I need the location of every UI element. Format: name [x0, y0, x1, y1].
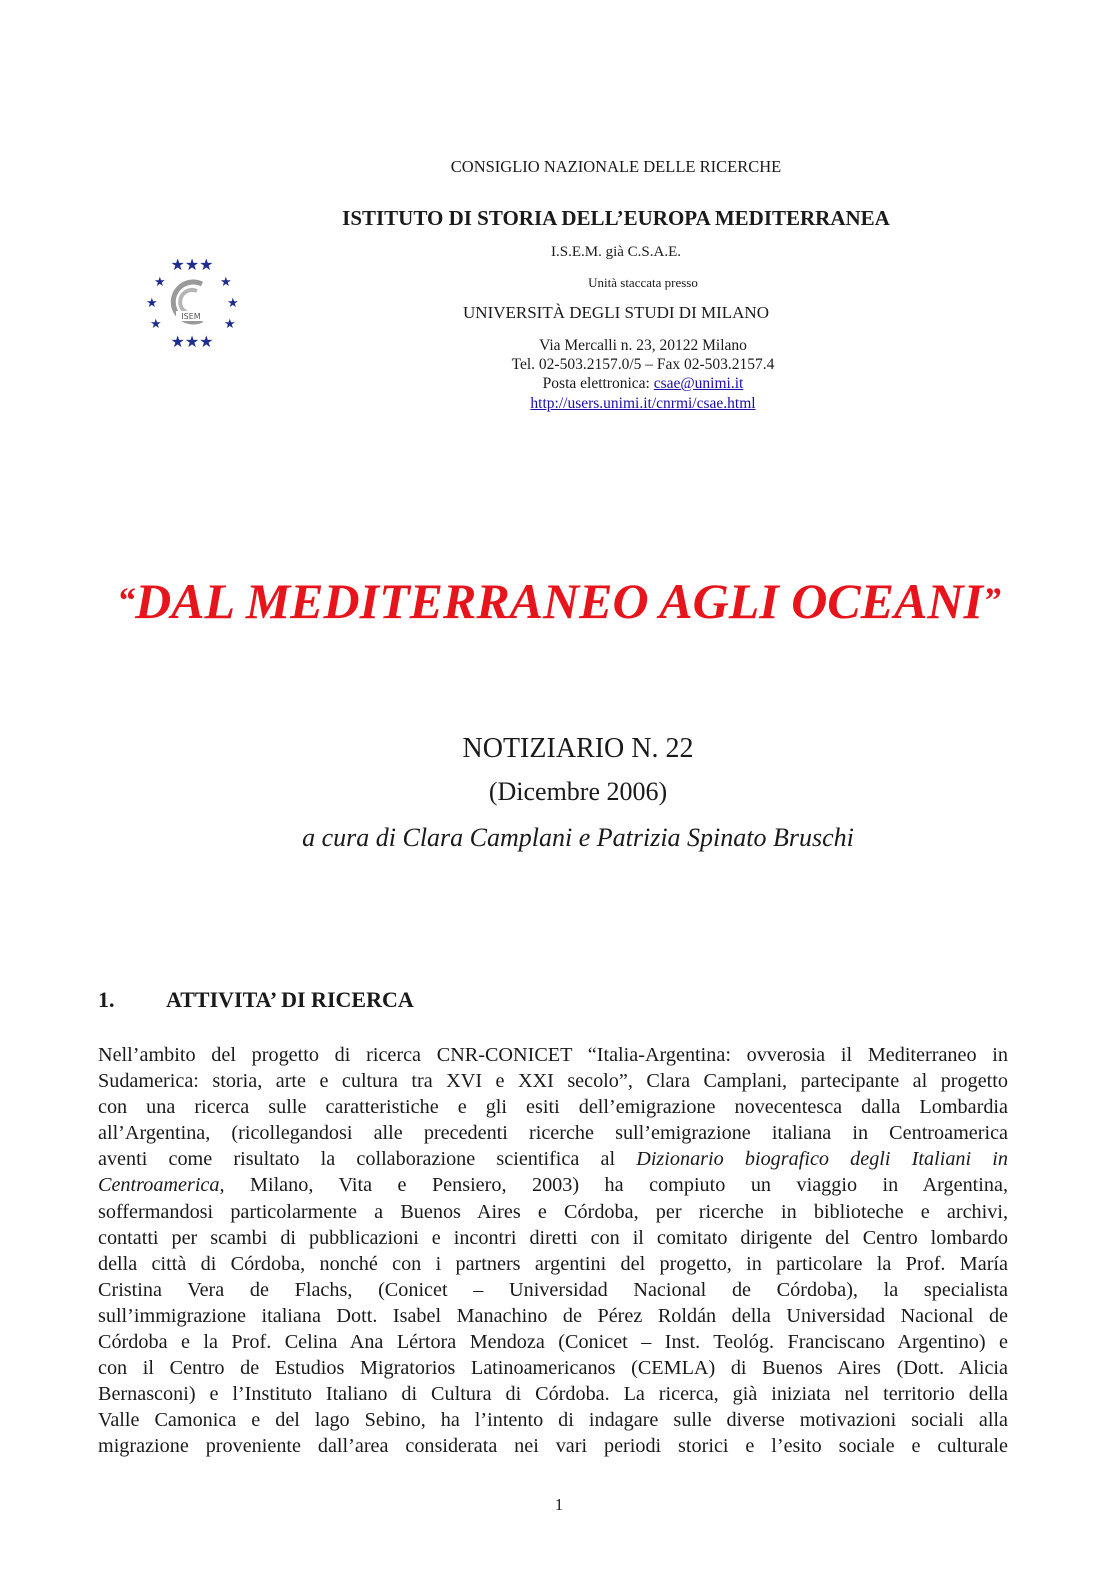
institute-name: ISTITUTO DI STORIA DELL’EUROPA MEDITERRANEA [342, 206, 890, 230]
email-label: Posta elettronica: [542, 375, 654, 392]
body-line [98, 1381, 1008, 1407]
svg-text:★: ★ [220, 275, 232, 290]
svg-text:★: ★ [150, 317, 162, 332]
body-text: Bernasconi) e l’Instituto Italiano di Cultura di Córdoba. La ricerca, già iniziata nel territorio della [98, 1383, 1008, 1406]
body-line [98, 1251, 1008, 1277]
body-text: , Milano, Vita e Pensiero, 2003) ha compiuto un viaggio in Argentina, [219, 1174, 1008, 1197]
section-heading [98, 987, 414, 1013]
body-text: aventi come risultato la collaborazione scientifica al [98, 1148, 637, 1171]
body-text: Córdoba e la Prof. Celina Ana Lértora Mendoza (Conicet – Inst. Teológ. Franciscano Argentino) e [98, 1331, 1008, 1354]
institute-acronym: I.S.E.M. già C.S.A.E. [550, 244, 682, 260]
email-line [543, 375, 744, 393]
body-text: Cristina Vera de Flachs, (Conicet – Universidad Nacional de Córdoba), la specialista [98, 1278, 1008, 1301]
body-line [98, 1225, 1008, 1251]
body-text: della città di Córdoba, nonché con i partners argentini del progetto, in particolare la Prof. María [98, 1252, 1008, 1275]
cnr-mark-icon [173, 282, 206, 322]
page-number: 1 [554, 1495, 564, 1514]
body-line [98, 1355, 1008, 1381]
svg-text:★★★: ★★★ [170, 255, 214, 274]
body-italic-text: Dizionario biografico degli Italiani in [636, 1148, 1008, 1171]
body-text: con il Centro de Estudios Migratorios Latinoamericanos (CEMLA) di Buenos Aires (Dott. Alicia [98, 1357, 1008, 1380]
body-text: Nell’ambito del progetto di ricerca CNR-CONICET “Italia-Argentina: ovverosia il Mediterraneo in [98, 1044, 1008, 1066]
newsletter-editors: a cura di Clara Camplani e Patrizia Spinato Bruschi [302, 823, 854, 852]
body-text: Sudamerica: storia, arte e cultura tra XVI e XXI secolo”, Clara Camplani, partecipante al progetto [98, 1070, 1008, 1093]
body-text: soffermandosi particolarmente a Buenos Aires e Córdoba, per ricerche in biblioteche e archivi, [98, 1200, 1008, 1223]
title-open-quote: “ [117, 580, 136, 620]
body-line [98, 1407, 1008, 1433]
address-line: Via Mercalli n. 23, 20122 Milano [539, 337, 747, 354]
isem-logo [140, 254, 244, 352]
svg-text:★: ★ [224, 317, 236, 332]
website-link[interactable]: http://users.unimi.it/cnrmi/csae.html [530, 395, 756, 412]
section-number: 1. [98, 987, 115, 1012]
star-ring-icon [146, 255, 239, 351]
body-line [98, 1172, 1008, 1198]
isem-logo-graphic [140, 254, 244, 352]
body-line [98, 1120, 1008, 1146]
detached-unit-label: Unità staccata presso [588, 275, 698, 290]
body-line [98, 1199, 1008, 1225]
logo-text: ISEM [181, 312, 201, 321]
body-line [98, 1277, 1008, 1303]
body-line [98, 1329, 1008, 1355]
body-line [98, 1094, 1008, 1120]
svg-text:★: ★ [146, 296, 158, 311]
main-title [0, 572, 1118, 630]
body-line [98, 1146, 1008, 1172]
body-text: Valle Camonica e del lago Sebino, ha l’intento di indagare sulle diverse motivazioni sociali alla [98, 1409, 1008, 1432]
body-line [98, 1042, 1008, 1068]
newsletter-number: NOTIZIARIO N. 22 [462, 733, 694, 764]
body-paragraph [98, 1042, 1008, 1460]
svg-text:★: ★ [154, 275, 166, 290]
email-link[interactable]: csae@unimi.it [653, 375, 744, 392]
body-text: sull’immigrazione italiana Dott. Isabel Manachino de Pérez Roldán della Universidad Nacional de [98, 1304, 1008, 1327]
body-text: migrazione proveniente dall’area considerata nei vari periodi storici e l’esito sociale e culturale [98, 1435, 1008, 1458]
svg-text:★★★: ★★★ [170, 332, 214, 351]
body-text: con una ricerca sulle caratteristiche e gli esiti dell’emigrazione novecentesca dalla Lombardia [98, 1096, 1008, 1119]
phone-fax-line: Tel. 02-503.2157.0/5 – Fax 02-503.2157.4 [511, 356, 775, 373]
newsletter-date: (Dicembre 2006) [488, 777, 668, 806]
title-close-quote: ” [982, 580, 1001, 620]
body-line [98, 1433, 1008, 1459]
body-line [98, 1303, 1008, 1329]
body-italic-text: Centroamerica [98, 1174, 220, 1197]
body-text: all’Argentina, (ricollegandosi alle precedenti ricerche sull’emigrazione italiana in Centroamerica [98, 1122, 1008, 1145]
body-line [98, 1068, 1008, 1094]
body-text: contatti per scambi di pubblicazioni e incontri diretti con il comitato dirigente del Centro lombardo [98, 1226, 1008, 1249]
svg-text:★: ★ [227, 296, 239, 311]
section-title: ATTIVITA’ DI RICERCA [166, 987, 414, 1012]
title-text: DAL MEDITERRANEO AGLI OCEANI [135, 573, 983, 629]
council-name: CONSIGLIO NAZIONALE DELLE RICERCHE [450, 157, 782, 176]
university-name: UNIVERSITÀ DEGLI STUDI DI MILANO [463, 303, 769, 322]
